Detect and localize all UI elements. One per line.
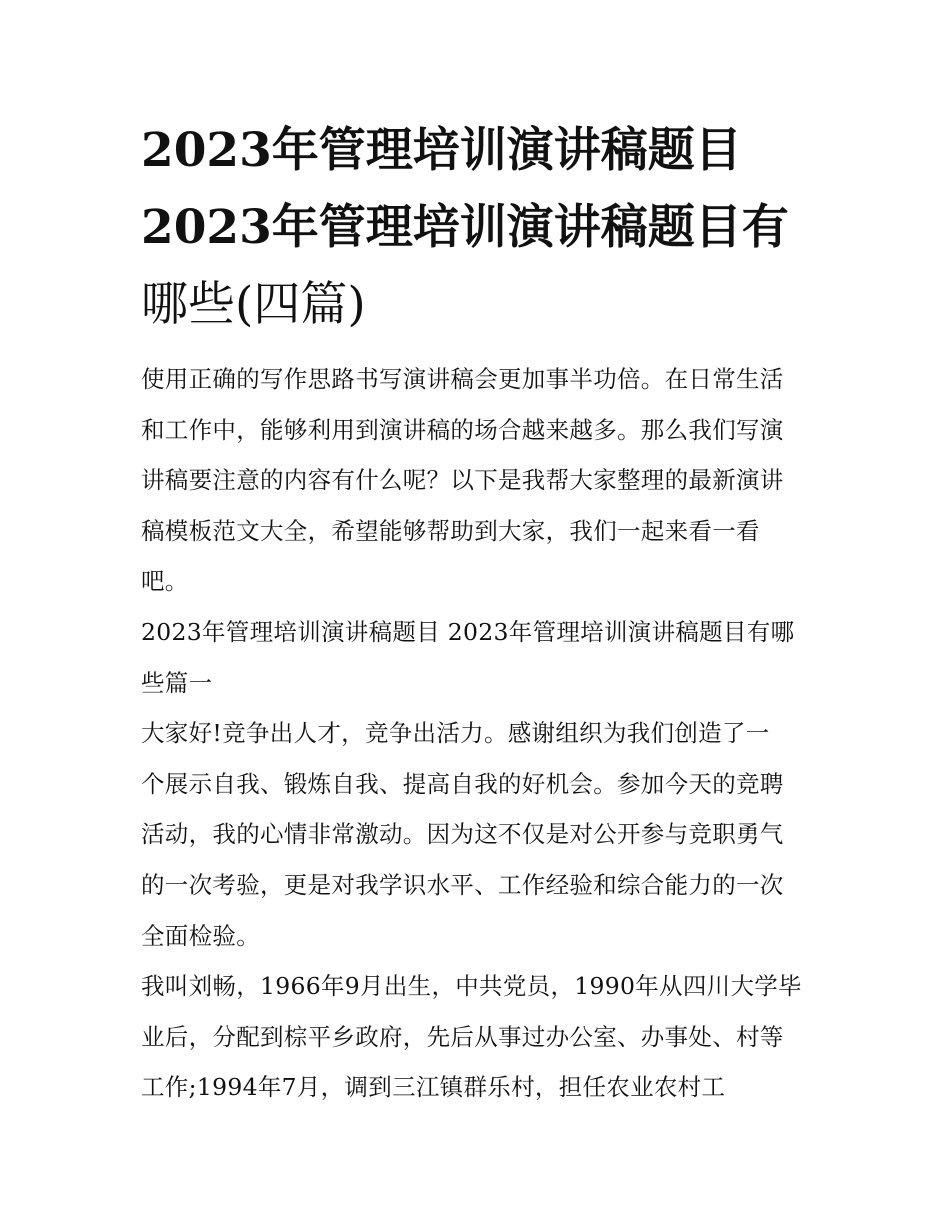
paragraph-line: 吧。	[141, 567, 189, 596]
paragraph-line: 讲稿要注意的内容有什么呢？以下是我帮大家整理的最新演讲	[141, 466, 784, 495]
title-line	[141, 112, 841, 189]
paragraph-line: 些篇一	[141, 668, 213, 697]
title-line-text: 哪些(四篇)	[141, 277, 366, 332]
paragraph-line: 活动，我的心情非常激动。因为这不仅是对公开参与竞职勇气	[141, 820, 784, 849]
paragraph	[141, 607, 831, 708]
paragraph-line: 个展示自我、锻炼自我、提高自我的好机会。参加今天的竞聘	[141, 769, 784, 798]
paragraph-line: 我叫刘畅，1966年9月出生，中共党员，1990年从四川大学毕	[141, 972, 802, 1001]
title-line-text: 2023年管理培训演讲稿题目	[141, 123, 742, 178]
paragraph-line: 稿模板范文大全，希望能够帮助到大家，我们一起来看一看	[141, 516, 760, 545]
paragraph-line: 的一次考验，更是对我学识水平、工作经验和综合能力的一次	[141, 870, 784, 899]
paragraph	[141, 961, 831, 1113]
paragraph-line: 大家好!竞争出人才，竞争出活力。感谢组织为我们创造了一	[141, 719, 770, 748]
document-title	[141, 112, 841, 343]
paragraph-line: 全面检验。	[141, 921, 260, 950]
paragraph-line: 2023年管理培训演讲稿题目 2023年管理培训演讲稿题目有哪	[141, 617, 795, 646]
paragraph-line: 使用正确的写作思路书写演讲稿会更加事半功倍。在日常生活	[141, 365, 784, 393]
paragraph	[141, 708, 831, 961]
document-body	[141, 354, 831, 1113]
paragraph	[141, 354, 831, 607]
title-line	[141, 266, 841, 343]
paragraph-line: 工作;1994年7月，调到三江镇群乐村，担任农业农村工	[141, 1073, 726, 1102]
paragraph-line: 和工作中，能够利用到演讲稿的场合越来越多。那么我们写演	[141, 415, 784, 444]
title-line	[141, 189, 841, 266]
paragraph-line: 业后，分配到棕平乡政府，先后从事过办公室、办事处、村等	[141, 1022, 784, 1051]
title-line-text: 2023年管理培训演讲稿题目有	[141, 200, 789, 255]
